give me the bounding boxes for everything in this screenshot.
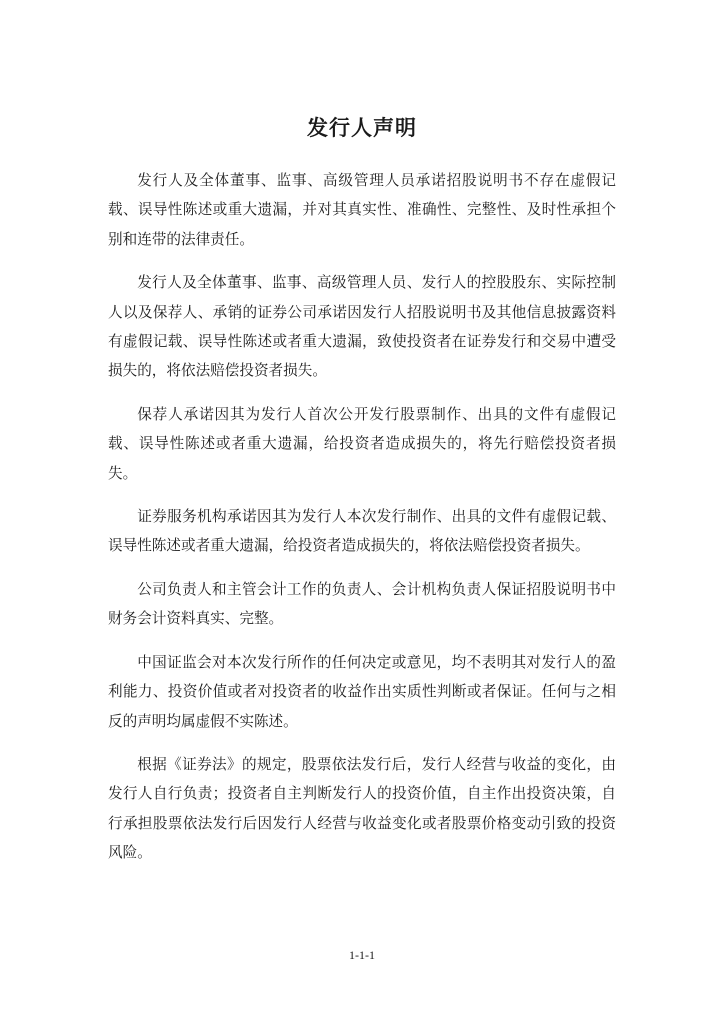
- paragraph-financial-guarantee: 公司负责人和主管会计工作的负责人、会计机构负责人保证招股说明书中财务会计资料真实、完整。: [108, 580, 616, 628]
- statement-body: [108, 166, 616, 882]
- page-number: 1-1-1: [349, 948, 375, 962]
- page-title: 发行人声明: [307, 116, 417, 140]
- paragraph-issuer-commitment: 发行人及全体董事、监事、高级管理人员承诺招股说明书不存在虚假记载、误导性陈述或重大遗漏，并对其真实性、准确性、完整性、及时性承担个别和连带的法律责任。: [108, 172, 616, 248]
- paragraph-sponsor-commitment: 保荐人承诺因其为发行人首次公开发行股票制作、出具的文件有虚假记载、误导性陈述或者重大遗漏，给投资者造成损失的，将先行赔偿投资者损失。: [108, 405, 616, 482]
- paragraph-compensation-commitment: 发行人及全体董事、监事、高级管理人员、发行人的控股股东、实际控制人以及保荐人、承销的证券公司承诺因发行人招股说明书及其他信息披露资料有虚假记载、误导性陈述或者重大遗漏，致使投资者在证券发行和交易中遭受损失的，将依法赔偿投资者损失。: [108, 274, 616, 380]
- paragraph-investment-risk: 根据《证券法》的规定，股票依法发行后，发行人经营与收益的变化，由发行人自行负责；投资者自主判断发行人的投资价值，自主作出投资决策，自行承担股票依法发行后因发行人经营与收益变化或者股票价格变动引致的投资风险。: [108, 755, 616, 862]
- paragraph-csrc-disclaimer: 中国证监会对本次发行所作的任何决定或意见，均不表明其对发行人的盈利能力、投资价值或者对投资者的收益作出实质性判断或者保证。任何与之相反的声明均属虚假不实陈述。: [108, 653, 616, 730]
- paragraph-service-agency-commitment: 证券服务机构承诺因其为发行人本次发行制作、出具的文件有虚假记载、误导性陈述或者重大遗漏，给投资者造成损失的，将依法赔偿投资者损失。: [108, 508, 616, 555]
